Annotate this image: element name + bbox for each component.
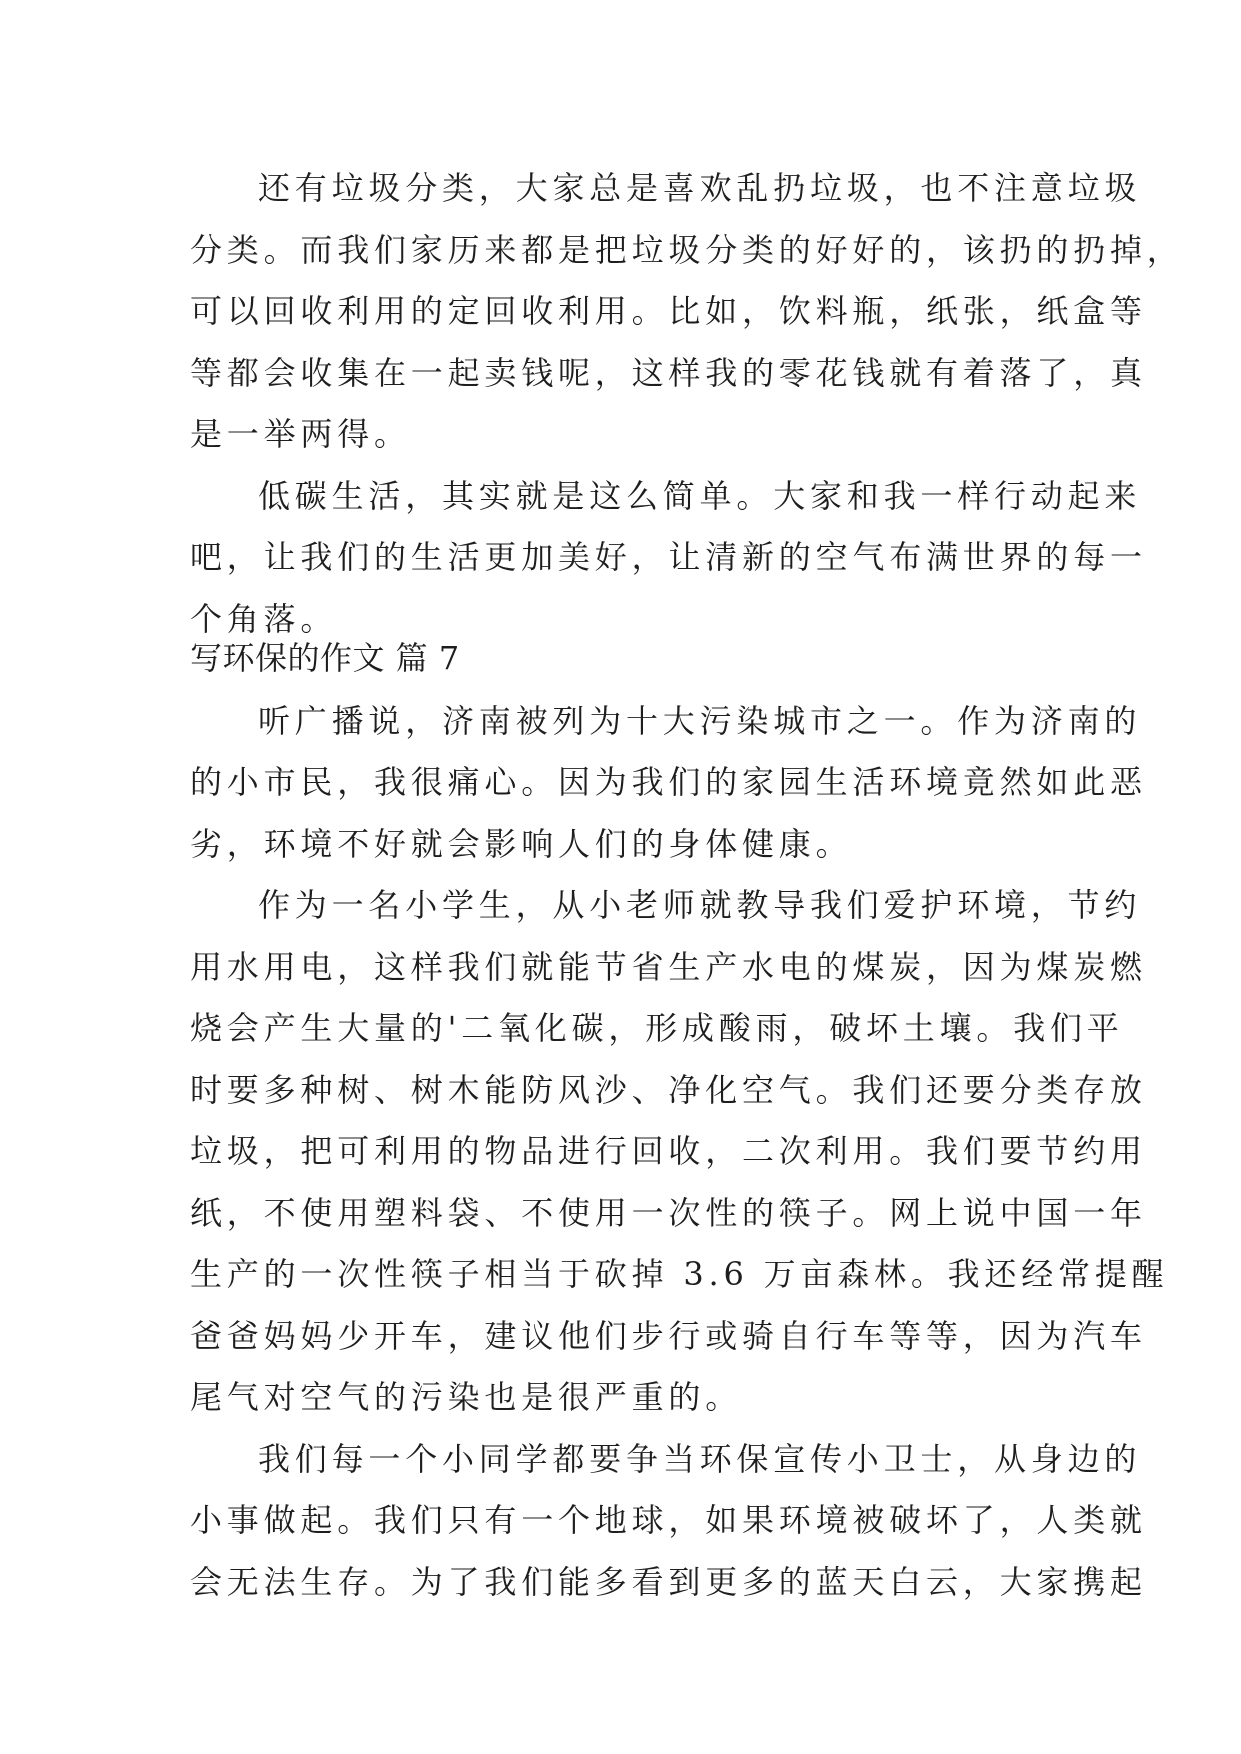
paragraph-line: 的小市民，我很痛心。因为我们的家园生活环境竟然如此恶 [190,763,1147,801]
paragraph-line: 是一举两得。 [190,415,411,453]
paragraph-line: 爸爸妈妈少开车，建议他们步行或骑自行车等等，因为汽车 [190,1317,1147,1355]
section-heading: 写环保的作文 篇 7 [190,639,460,677]
paragraph-line: 等都会收集在一起卖钱呢，这样我的零花钱就有着落了，真 [190,354,1147,392]
paragraph-line: 分类。而我们家历来都是把垃圾分类的好好的，该扔的扔掉， [190,231,1184,269]
paragraph-line: 尾气对空气的污染也是很严重的。 [190,1378,743,1416]
paragraph-line: 作为一名小学生，从小老师就教导我们爱护环境，节约 [258,886,1142,924]
paragraph-line: 劣，环境不好就会影响人们的身体健康。 [190,825,853,863]
paragraph-line: 我们每一个小同学都要争当环保宣传小卫士，从身边的 [258,1440,1142,1478]
paragraph-line: 垃圾，把可利用的物品进行回收，二次利用。我们要节约用 [190,1132,1147,1170]
paragraph-line: 吧，让我们的生活更加美好，让清新的空气布满世界的每一 [190,538,1147,576]
paragraph-line: 烧会产生大量的'二氧化碳，形成酸雨，破坏土壤。我们平 [190,1009,1124,1047]
paragraph-line: 还有垃圾分类，大家总是喜欢乱扔垃圾，也不注意垃圾 [258,169,1142,207]
paragraph-line: 用水用电，这样我们就能节省生产水电的煤炭，因为煤炭燃 [190,948,1147,986]
paragraph-line: 纸，不使用塑料袋、不使用一次性的筷子。网上说中国一年 [190,1194,1147,1232]
paragraph-line: 低碳生活，其实就是这么简单。大家和我一样行动起来 [258,477,1142,515]
paragraph-line: 生产的一次性筷子相当于砍掉 3.6 万亩森林。我还经常提醒 [190,1255,1169,1293]
paragraph-line: 个角落。 [190,600,338,638]
paragraph-line: 时要多种树、树木能防风沙、净化空气。我们还要分类存放 [190,1071,1147,1109]
paragraph-line: 会无法生存。为了我们能多看到更多的蓝天白云，大家携起 [190,1563,1147,1601]
paragraph-line: 可以回收利用的定回收利用。比如，饮料瓶，纸张，纸盒等 [190,292,1147,330]
paragraph-line: 小事做起。我们只有一个地球，如果环境被破坏了，人类就 [190,1501,1147,1539]
paragraph-line: 听广播说，济南被列为十大污染城市之一。作为济南的 [258,702,1142,740]
